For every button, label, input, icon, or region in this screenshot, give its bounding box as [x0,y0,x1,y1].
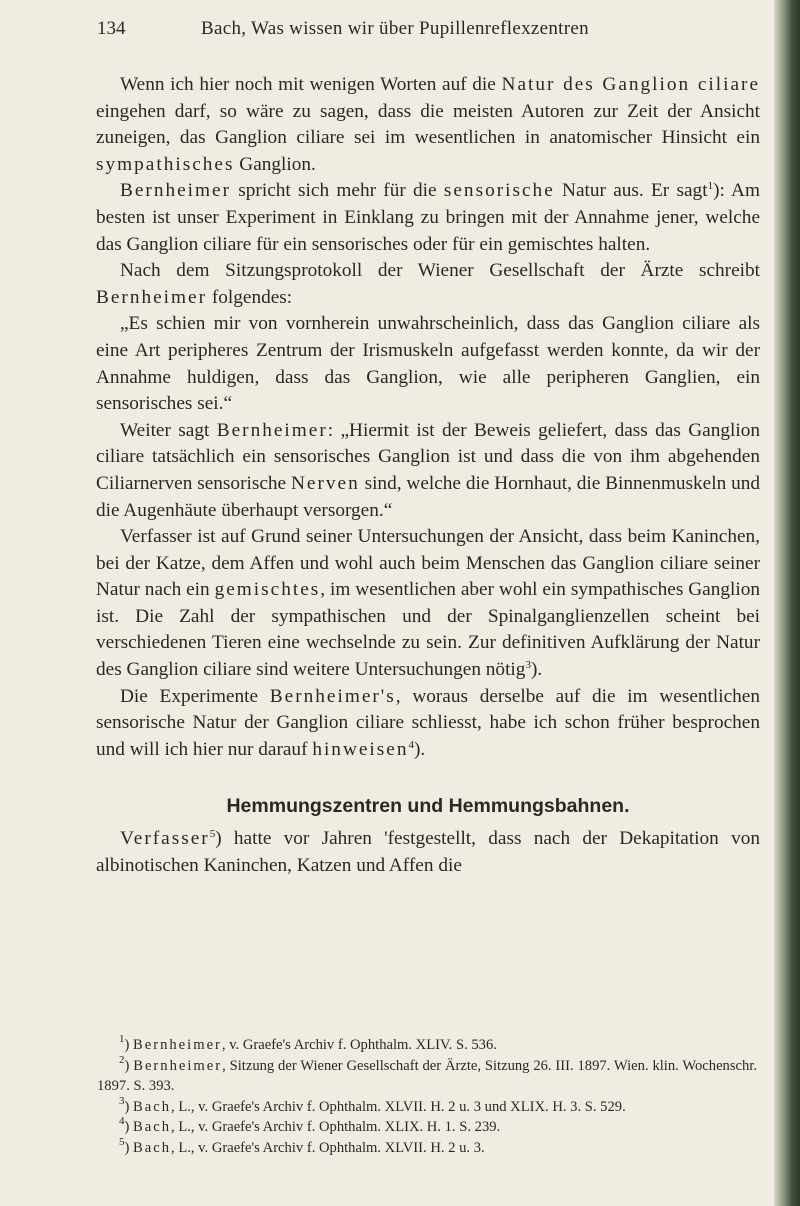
text-run: Verfasser ist auf Grund seiner Untersuchungen der Ansicht, dass beim Kaninchen, bei der Katze, dem Affen und wohl auch beim Menschen das Ganglion ciliare seiner Natur nach ein [96,526,760,601]
footnote-mark: 5 [119,1135,125,1148]
section-heading: Hemmungszentren und Hemmungsbahnen. [226,795,630,818]
emphasis: gemischtes [214,579,321,601]
footnote: $^2$) Bernheimer, Sitzung der Wiener Gesellschaft der Ärzte, Sitzung 26. III. 1897. Wien. klin. Wochenschr. 1897. S. 393. [97,1053,757,1094]
page-number: 134 [97,18,126,39]
text-run: spricht sich mehr für die [231,180,444,202]
text-run: : „Hiermit ist der Beweis geliefert, dass das Ganglion ciliare tatsächlich ein sensorisches Ganglion ist und dass die von ihm abgehenden Ciliarnerven sensorische [96,419,760,494]
emphasis: sympathisches [96,153,235,175]
paragraph [96,524,760,684]
footnote-text: , L., v. Graefe's Archiv f. Ophthalm. XLVII. H. 2 u. 3 und XLIX. H. 3. S. 529. [171,1098,626,1115]
paragraph [96,684,760,764]
footnote-mark: 3 [119,1094,125,1107]
footnote-text: , v. Graefe's Archiv f. Ophthalm. XLIV. S. 536. [221,1037,497,1053]
author-name: Bach [133,1098,172,1115]
text-run: sind, welche die Hornhaut, die Binnenmuskeln und die Augenhäute überhaupt versorgen.“ [96,472,760,521]
paragraph [96,418,760,524]
footnote-text: , L., v. Graefe's Archiv f. Ophthalm. XLIX. H. 1. S. 239. [171,1119,501,1135]
footnote-text: , L., v. Graefe's Archiv f. Ophthalm. XLVII. H. 2 u. 3. [171,1139,485,1156]
author-name: Bernheimer [120,180,232,202]
body-text [96,72,760,879]
author-name: Bernheimer [133,1037,222,1053]
author-name: Bernheimer [96,286,208,308]
text-run: ) hatte vor Jahren 'festgestellt, dass nach der Dekapitation von albinotischen Kaninchen, Katzen und Affen die [96,828,760,876]
emphasis: Nerven [290,472,360,494]
text-run: eingehen darf, so wäre zu sagen, dass die meisten Autoren zur Zeit der Ansicht zuneigen, das Ganglion ciliare sei im wesentlichen in anatomischer Hinsicht ein [96,100,760,149]
footnote: $^3$) Bach, L., v. Graefe's Archiv f. Ophthalm. XLVII. H. 2 u. 3 und XLIX. H. 3. S. 529. [119,1094,626,1115]
text-run: ): Am besten ist unser Experiment in Einklang zu bringen mit der Annahme jener, welche das Ganglion ciliare für ein sensorisches oder für ein gemischtes halten. [96,180,760,255]
footnote-ref: 4 [408,738,414,751]
emphasis: hinweisen [312,738,409,760]
footnote-mark: 4 [119,1115,125,1127]
author-name: Bach [133,1119,172,1135]
emphasis: sensorische [443,180,555,202]
running-title: Bach, Was wissen wir über Pupillenreflexzentren [201,18,589,39]
author-name: Bernheimer's [269,685,396,707]
text-run: Weiter sagt [120,419,217,441]
text-run: Wenn ich hier noch mit wenigen Worten auf die [120,74,502,95]
author-name: Bernheimer [216,419,328,441]
page-edge-shadow [774,0,800,1206]
text-run: , im wesentlichen aber wohl ein sympathisches Ganglion ist. Die Zahl der sympathischen und der Spinalganglienzellen scheint bei verschiedenen Tieren eine wechselnde zu sein. Zur definitiven Aufklärung der Natur des Ganglion ciliare sind weitere Untersuchungen nötig [96,579,760,681]
paragraph [96,826,760,879]
text-run: folgendes: [207,286,293,308]
text-run: , woraus derselbe auf die im wesentlichen sensorische Natur der Ganglion ciliare schliesst, habe ich schon früher besprochen und will ich hier nur darauf [96,685,760,760]
footnotes [97,1035,757,1158]
footnote-mark: 1 [119,1033,125,1045]
page-header [97,18,757,44]
quote-paragraph: „Es schien mir von vornherein unwahrscheinlich, dass das Ganglion ciliare als eine Art peripheres Zentrum der Irismuskeln aufgefasst werden konnte, da wir der Annahme huldigen, dass das Ganglion, wie alle peripheren Ganglien, ein sensorisches sei.“ [96,313,760,415]
text-run: Ganglion. [234,153,316,175]
paragraph [96,178,760,258]
emphasis: Verfasser [120,828,210,850]
footnote: $^1$) Bernheimer, v. Graefe's Archiv f. Ophthalm. XLIV. S. 536. [119,1033,497,1053]
footnote-ref: 5 [209,828,216,841]
footnote: $^4$) Bach, L., v. Graefe's Archiv f. Ophthalm. XLIX. H. 1. S. 239. [119,1115,501,1135]
paragraph [96,258,760,311]
footnote: $^5$) Bach, L., v. Graefe's Archiv f. Ophthalm. XLVII. H. 2 u. 3. [119,1135,485,1156]
text-run: Die Experimente [120,685,270,707]
paragraph [96,72,760,178]
text-run: Nach dem Sitzungsprotokoll der Wiener Gesellschaft der Ärzte schreibt [120,260,760,282]
footnote-ref: 1 [707,180,714,193]
footnote-ref: 3 [525,659,531,672]
author-name: Bernheimer [133,1057,223,1074]
text-run: Natur aus. Er sagt [554,180,708,202]
text-run: ). [414,738,426,760]
author-name: Bach [133,1139,172,1156]
footnote-mark: 2 [119,1053,125,1066]
emphasis: Natur des Ganglion ciliare [501,74,760,95]
text-run: ). [530,659,543,681]
footnote-text: , Sitzung der Wiener Gesellschaft der Ärzte, Sitzung 26. III. 1897. Wien. klin. Wochenschr. 1897. S. 393. [97,1057,757,1094]
